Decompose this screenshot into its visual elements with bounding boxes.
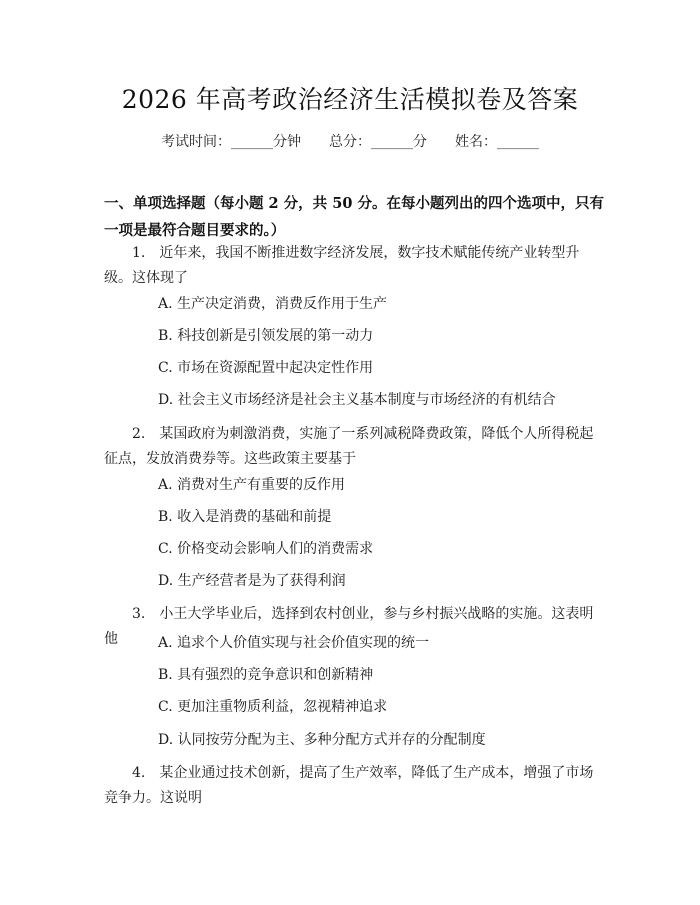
question-2-option-a: A. 消费对生产有重要的反作用 (158, 477, 346, 493)
exam-name: 姓名：______ (455, 134, 539, 150)
question-3-option-d: D. 认同按劳分配为主、多种分配方式并存的分配制度 (158, 732, 486, 748)
question-3-option-c: C. 更加注重物质利益，忽视精神追求 (158, 699, 388, 715)
question-4-stem: 4. 某企业通过技术创新，提高了生产效率，降低了生产成本，增强了市场竞争力。这说明 (104, 765, 594, 806)
exam-meta (0, 131, 700, 151)
question-2-option-b: B. 收入是消费的基础和前提 (158, 509, 332, 525)
question-3-option-b: B. 具有强烈的竞争意识和创新精神 (158, 667, 374, 683)
question-3-option-a: A. 追求个人价值实现与社会价值实现的统一 (158, 635, 430, 651)
question-2-option-c: C. 价格变动会影响人们的消费需求 (158, 541, 374, 557)
exam-time: 考试时间：______分钟 (161, 134, 301, 150)
question-1-option-d: D. 社会主义市场经济是社会主义基本制度与市场经济的有机结合 (158, 392, 556, 408)
section-heading: 一、单项选择题（每小题 2 分，共 50 分。在每小题列出的四个选项中，只有一项是最符合题目要求的。） (104, 195, 604, 239)
question-2-stem: 2. 某国政府为刺激消费，实施了一系列减税降费政策，降低个人所得税起征点，发放消费券等。这些政策主要基于 (104, 426, 594, 467)
exam-score: 总分：______分 (329, 134, 427, 150)
question-1-option-a: A. 生产决定消费，消费反作用于生产 (158, 296, 388, 312)
question-2-option-d: D. 生产经营者是为了获得利润 (158, 573, 346, 589)
question-3-stem: 3. 小王大学毕业后，选择到农村创业，参与乡村振兴战略的实施。这表明他 (104, 606, 594, 647)
page-title: 2026 年高考政治经济生活模拟卷及答案 (121, 85, 579, 114)
question-1-stem: 1. 近年来，我国不断推进数字经济发展，数字技术赋能传统产业转型升级。这体现了 (104, 245, 580, 286)
question-1-option-c: C. 市场在资源配置中起决定性作用 (158, 360, 374, 376)
question-1-option-b: B. 科技创新是引领发展的第一动力 (158, 328, 374, 344)
